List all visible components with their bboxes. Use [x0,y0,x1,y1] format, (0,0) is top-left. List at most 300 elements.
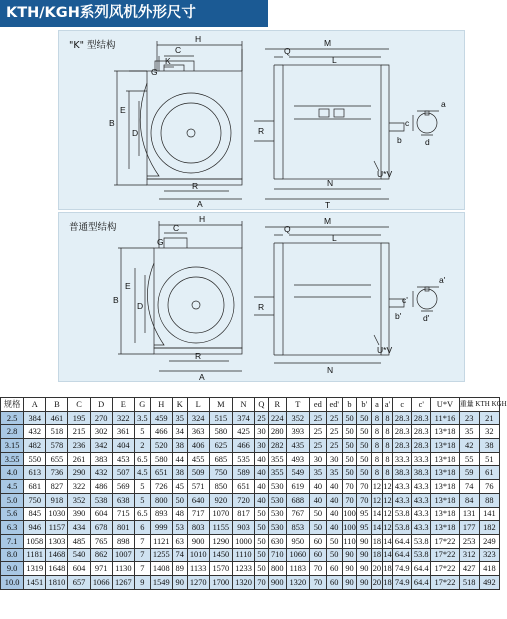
table-cell: 355 [268,452,286,466]
table-cell: 40 [326,507,342,521]
table-cell: 638 [112,493,134,507]
table-cell: 569 [112,480,134,494]
table-cell: 12 [382,521,393,535]
table-cell: 535 [232,452,254,466]
table-cell: 60 [309,534,326,548]
table-cell: 30 [255,425,269,439]
table-cell: 361 [112,425,134,439]
table-cell: 13*18 [431,425,459,439]
table-cell: 70 [342,480,357,494]
normal-type-label: 普通型结构 [69,222,117,233]
table-cell: 1810 [46,575,68,589]
table-cell: 903 [232,521,254,535]
table-cell: 95 [357,521,372,535]
table-cell: 466 [232,439,254,453]
table-cell: 90 [357,562,372,576]
table-cell: 1121 [150,534,172,548]
n-dim-bp: b' [395,311,402,321]
table-cell: 270 [90,411,112,425]
table-cell: 290 [68,466,90,480]
column-header: N [232,398,254,412]
dim-l: L [332,55,337,65]
column-header: b' [357,398,372,412]
table-cell: 215 [68,425,90,439]
table-cell: 13*18 [431,493,459,507]
table-cell: 13*18 [431,521,459,535]
table-cell: 50 [326,548,342,562]
table-cell: 236 [68,439,90,453]
table-cell: 74 [459,480,479,494]
table-cell: 110 [342,534,357,548]
column-header: C [68,398,90,412]
column-header: E [112,398,134,412]
table-cell: 625 [209,439,232,453]
table-cell: 322 [112,411,134,425]
table-cell: 1157 [46,521,68,535]
column-header: a [372,398,383,412]
n-dim-n: N [327,365,334,375]
table-cell: 1549 [150,575,172,589]
column-header: G [134,398,150,412]
table-cell: 710 [268,548,286,562]
table-cell: 17*22 [431,548,459,562]
table-cell: 282 [268,439,286,453]
table-cell: 800 [150,493,172,507]
table-cell: 578 [46,439,68,453]
table-cell: 50 [342,425,357,439]
table-cell: 89 [172,562,187,576]
table-cell: 43.3 [393,480,412,494]
table-cell: 6.5 [134,452,150,466]
table-cell: 999 [150,521,172,535]
table-cell: 486 [90,480,112,494]
table-cell: 1303 [46,534,68,548]
table-cell: 384 [24,411,46,425]
table-cell: 30 [326,452,342,466]
table-cell: 8 [372,452,383,466]
dim-q: Q [284,46,291,56]
table-cell: 12 [372,493,383,507]
table-cell: 466 [150,425,172,439]
table-cell: 34 [172,425,187,439]
table-cell: 17*22 [431,562,459,576]
table-row [1,507,500,521]
table-cell: 50 [342,439,357,453]
table-cell: 28.3 [393,411,412,425]
table-cell: 827 [46,480,68,494]
table-cell: 530 [268,493,286,507]
table-cell: 88 [479,493,499,507]
table-cell: 28.3 [412,411,431,425]
table-cell: 342 [90,439,112,453]
table-cell: 12 [372,480,383,494]
table-cell: 950 [286,534,309,548]
table-cell: 50 [357,425,372,439]
table-cell: 14 [382,548,393,562]
table-cell: 549 [286,466,309,480]
table-row [1,562,500,576]
table-cell: 363 [187,425,209,439]
table-cell: 25 [326,439,342,453]
table-cell: 613 [24,466,46,480]
table-cell: 1468 [46,548,68,562]
n-dim-uv: U*V [377,345,393,355]
table-cell: 50 [342,411,357,425]
table-cell: 530 [268,521,286,535]
table-cell: 33.3 [393,452,412,466]
table-cell: 23 [459,411,479,425]
table-cell: 50 [357,411,372,425]
n-dim-g: G [157,237,164,247]
table-cell: 38 [172,439,187,453]
dim-g: G [151,67,158,77]
table-cell: 50 [357,466,372,480]
table-cell: 323 [479,548,499,562]
table-cell: 100 [342,521,357,535]
table-cell: 425 [232,425,254,439]
spec-cell: 9.0 [1,562,24,576]
column-header: c' [412,398,431,412]
table-cell: 17*22 [431,534,459,548]
table-cell: 40 [255,480,269,494]
column-header: 规格 [1,398,24,412]
table-cell: 8 [372,466,383,480]
table-cell: 13*18 [431,452,459,466]
dim-r: R [192,181,199,191]
table-cell: 404 [112,439,134,453]
table-cell: 90 [357,548,372,562]
spec-cell: 10.0 [1,575,24,589]
table-cell: 1270 [187,575,209,589]
table-row [1,521,500,535]
table-cell: 485 [68,534,90,548]
table-cell: 817 [232,507,254,521]
table-cell: 40 [255,493,269,507]
table-cell: 550 [24,452,46,466]
table-cell: 1066 [90,575,112,589]
table-cell: 70 [342,493,357,507]
table-cell: 619 [286,480,309,494]
table-cell: 1255 [150,548,172,562]
n-dim-l: L [332,233,337,243]
column-header: D [90,398,112,412]
table-cell: 35 [172,411,187,425]
table-cell: 1570 [209,562,232,576]
table-cell: 43.3 [393,493,412,507]
table-cell: 30 [255,439,269,453]
table-cell: 13*18 [431,466,459,480]
table-cell: 383 [90,452,112,466]
table-cell: 182 [479,521,499,535]
table-cell: 352 [68,493,90,507]
table-cell: 920 [209,493,232,507]
dim-m: M [324,38,332,48]
dim-uv: U*V [377,169,393,179]
table-cell: 25 [309,411,326,425]
table-cell: 8 [382,425,393,439]
table-cell: 63 [172,534,187,548]
normal-type-drawing [59,213,466,383]
table-cell: 40 [326,521,342,535]
table-cell: 4.5 [134,466,150,480]
table-cell: 12 [382,480,393,494]
table-cell: 25 [326,411,342,425]
table-cell: 18 [372,548,383,562]
table-cell: 8 [372,439,383,453]
table-cell: 720 [232,493,254,507]
column-header: B [46,398,68,412]
table-cell: 18 [382,575,393,589]
n-dim-c: C [173,223,180,233]
table-cell: 393 [286,425,309,439]
table-cell: 50 [255,521,269,535]
table-cell: 850 [209,480,232,494]
dimensions-table [0,397,507,590]
table-cell: 50 [255,507,269,521]
table-cell: 90 [342,562,357,576]
n-dim-a: A [199,372,205,382]
table-cell: 28.3 [412,439,431,453]
table-cell: 8 [382,452,393,466]
table-cell: 1110 [232,548,254,562]
table-cell: 324 [187,411,209,425]
n-dim-b: B [113,295,119,305]
table-cell: 1700 [209,575,232,589]
table-cell: 25 [309,439,326,453]
table-cell: 90 [357,575,372,589]
table-cell: 482 [24,439,46,453]
table-cell: 655 [46,452,68,466]
column-header: ed' [326,398,342,412]
k-dimension-labels [109,34,446,210]
table-cell: 6.5 [134,507,150,521]
table-cell: 893 [150,507,172,521]
table-cell: 1007 [112,548,134,562]
table-cell: 64.4 [412,575,431,589]
table-cell: 100 [342,507,357,521]
table-cell: 131 [459,507,479,521]
table-cell: 30 [309,452,326,466]
table-cell: 1060 [286,548,309,562]
table-cell: 5 [134,493,150,507]
table-cell: 50 [357,439,372,453]
table-cell: 177 [459,521,479,535]
table-row [1,411,500,425]
table-cell: 43.3 [412,493,431,507]
table-cell: 33.3 [412,452,431,466]
table-cell: 845 [24,507,46,521]
table-cell: 20 [372,575,383,589]
table-cell: 678 [90,521,112,535]
dim-a: A [197,199,203,209]
table-cell: 60 [326,575,342,589]
table-cell: 750 [209,466,232,480]
column-header: M [209,398,232,412]
table-cell: 14 [372,521,383,535]
column-header: H [150,398,172,412]
table-cell: 20 [372,562,383,576]
table-cell: 322 [68,480,90,494]
dim-e: E [120,105,126,115]
table-cell: 13*18 [431,439,459,453]
table-cell: 45 [172,480,187,494]
table-cell: 7 [134,534,150,548]
table-cell: 530 [268,480,286,494]
table-cell: 90 [172,575,187,589]
table-cell: 11*16 [431,411,459,425]
table-cell: 84 [459,493,479,507]
table-cell: 432 [90,466,112,480]
table-row [1,493,500,507]
table-cell: 801 [112,521,134,535]
dim-c: C [175,45,182,55]
table-cell: 53 [172,521,187,535]
table-cell: 515 [209,411,232,425]
spec-cell: 3.55 [1,452,24,466]
table-body [1,411,500,589]
table-cell: 580 [209,425,232,439]
table-cell: 28.3 [412,425,431,439]
n-dim-r: R [195,351,202,361]
column-header: ed [309,398,326,412]
table-cell: 50 [326,534,342,548]
table-cell: 28.3 [393,439,412,453]
table-cell: 12 [382,493,393,507]
table-cell: 50 [255,548,269,562]
dim-c-small: c [405,118,410,128]
table-cell: 38 [172,466,187,480]
table-cell: 1290 [209,534,232,548]
n-dim-e: E [125,281,131,291]
table-cell: 60 [326,562,342,576]
table-cell: 14 [382,534,393,548]
n-dim-cp: c' [402,295,408,305]
table-row [1,425,500,439]
column-header: T [286,398,309,412]
impeller-circle [151,93,231,173]
table-header-row [1,398,500,412]
spec-cell: 5.6 [1,507,24,521]
table-cell: 43.3 [412,480,431,494]
n-dim-q: Q [284,224,291,234]
table-cell: 8 [372,425,383,439]
table-cell: 40 [255,466,269,480]
table-cell: 74.9 [393,562,412,576]
table-cell: 35 [459,425,479,439]
table-cell: 418 [479,562,499,576]
dim-n: N [327,178,334,188]
table-cell: 1000 [232,534,254,548]
dim-t: T [325,200,331,210]
table-cell: 1058 [24,534,46,548]
table-cell: 141 [479,507,499,521]
table-row [1,439,500,453]
table-cell: 64.4 [393,548,412,562]
table-cell: 70 [357,480,372,494]
n-dim-ap: a' [439,275,446,285]
table-cell: 70 [255,575,269,589]
table-cell: 1130 [112,562,134,576]
table-cell: 17*22 [431,575,459,589]
table-cell: 38 [479,439,499,453]
spec-cell: 4.0 [1,466,24,480]
table-cell: 50 [357,452,372,466]
table-cell: 589 [232,466,254,480]
table-cell: 640 [187,493,209,507]
dim-d-small: d [425,137,430,147]
table-cell: 53.8 [412,534,431,548]
n-dim-h: H [199,214,206,224]
table-cell: 715 [112,507,134,521]
dim-a-small: a [441,99,446,109]
table-cell: 432 [24,425,46,439]
table-cell: 280 [268,425,286,439]
table-cell: 50 [255,562,269,576]
table-cell: 5 [134,425,150,439]
table-cell: 1319 [24,562,46,576]
table-cell: 38.3 [393,466,412,480]
table-cell: 604 [90,507,112,521]
table-cell: 493 [286,452,309,466]
column-header: a' [382,398,393,412]
table-cell: 540 [68,548,90,562]
column-header: 重量 KTH KGH [459,398,499,412]
table-cell: 580 [150,452,172,466]
table-cell: 25 [309,425,326,439]
table-cell: 571 [187,480,209,494]
table-cell: 1070 [209,507,232,521]
table-cell: 60 [309,548,326,562]
table-cell: 13*18 [431,480,459,494]
table-cell: 1320 [286,575,309,589]
spec-cell: 8.0 [1,548,24,562]
table-cell: 1450 [209,548,232,562]
table-cell: 657 [68,575,90,589]
table-cell: 453 [112,452,134,466]
table-cell: 765 [90,534,112,548]
table-cell: 1648 [46,562,68,576]
table-cell: 7 [134,562,150,576]
table-cell: 530 [268,507,286,521]
spec-cell: 3.15 [1,439,24,453]
spec-cell: 2.8 [1,425,24,439]
table-cell: 918 [46,493,68,507]
table-cell: 1233 [232,562,254,576]
table-cell: 390 [68,507,90,521]
table-cell: 520 [150,439,172,453]
table-cell: 55 [459,452,479,466]
table-cell: 681 [24,480,46,494]
table-cell: 44 [172,452,187,466]
table-cell: 767 [286,507,309,521]
table-cell: 8 [382,411,393,425]
table-cell: 2 [134,439,150,453]
table-cell: 51 [479,452,499,466]
table-cell: 8 [382,466,393,480]
table-cell: 900 [268,575,286,589]
table-cell: 40 [309,493,326,507]
table-cell: 1155 [209,521,232,535]
table-cell: 76 [479,480,499,494]
table-cell: 800 [268,562,286,576]
table-cell: 48 [172,507,187,521]
table-cell: 74 [172,548,187,562]
table-cell: 302 [90,425,112,439]
table-cell: 374 [232,411,254,425]
column-header: b [342,398,357,412]
table-row [1,575,500,589]
table-cell: 40 [326,493,342,507]
